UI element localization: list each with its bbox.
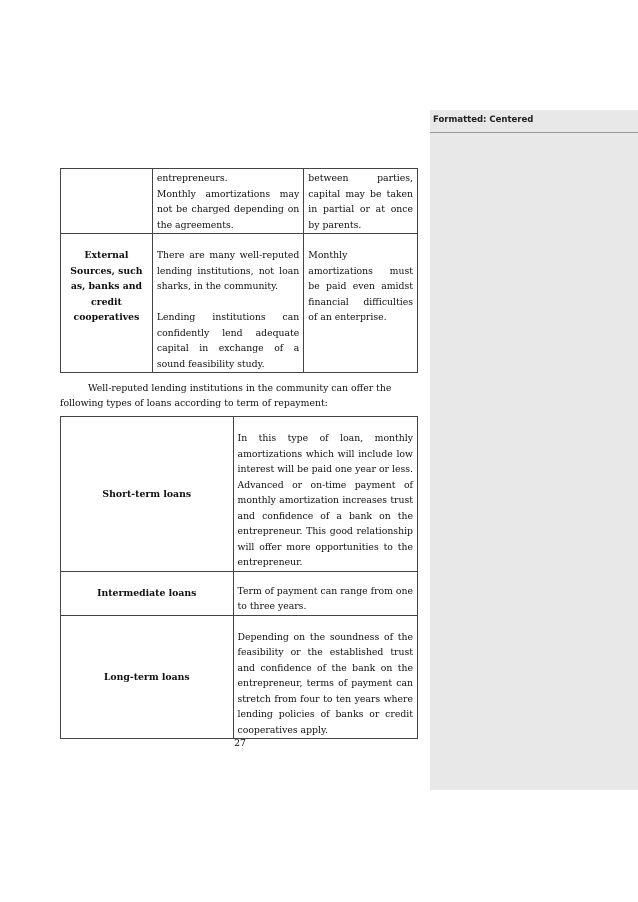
table-cell: between parties, capital may be taken in partial or at once by parents. bbox=[304, 169, 418, 234]
table-row bbox=[61, 571, 418, 615]
loan-type-cell: Short-term loans bbox=[61, 417, 234, 572]
funding-sources-table bbox=[60, 168, 418, 373]
intro-paragraph: Well-reputed lending institutions in the community can offer the following types of loans according to term of repayment: bbox=[60, 383, 392, 409]
table-row bbox=[61, 169, 418, 234]
comment-balloon[interactable] bbox=[430, 110, 638, 133]
source-label-cell: External Sources, such as, banks and credit cooperatives bbox=[61, 234, 153, 373]
table-cell: Monthly amortizations must be paid even amidst financial difficulties of an enterprise. bbox=[304, 234, 418, 373]
table-cell: There are many well-reputed lending institutions, not loan sharks, in the community. Lending institutions can confidently lend adequate capital in exchange of a sound feasibility study. bbox=[152, 234, 303, 373]
loan-type-cell: Intermediate loans bbox=[61, 571, 234, 615]
loan-desc-cell: Term of payment can range from one to three years. bbox=[233, 571, 417, 615]
table-cell: entrepreneurs. Monthly amortizations may not be charged depending on the agreements. bbox=[152, 169, 303, 234]
table-cell-empty bbox=[61, 169, 153, 234]
loan-type-cell: Long-term loans bbox=[61, 615, 234, 739]
table-row bbox=[61, 417, 418, 572]
page-number: 27 bbox=[234, 738, 246, 749]
table-row bbox=[61, 234, 418, 373]
loan-desc-cell: Depending on the soundness of the feasibility or the established trust and confidence of the bank on the entrepreneur, terms of payment can stretch from four to ten years where lending policies of banks or credit cooperatives apply. bbox=[233, 615, 417, 739]
comment-label: Formatted: Centered bbox=[433, 115, 534, 125]
loan-types-table bbox=[60, 416, 418, 739]
loan-desc-cell: In this type of loan, monthly amortizations which will include low interest will be paid one year or less. Advanced or on-time payment of monthly amortization increases trust and confidence of a bank on the entrepreneur. This good relationship will offer more opportunities to the entrepreneur. bbox=[233, 417, 417, 572]
table-row bbox=[61, 615, 418, 739]
comment-pane bbox=[430, 110, 638, 790]
